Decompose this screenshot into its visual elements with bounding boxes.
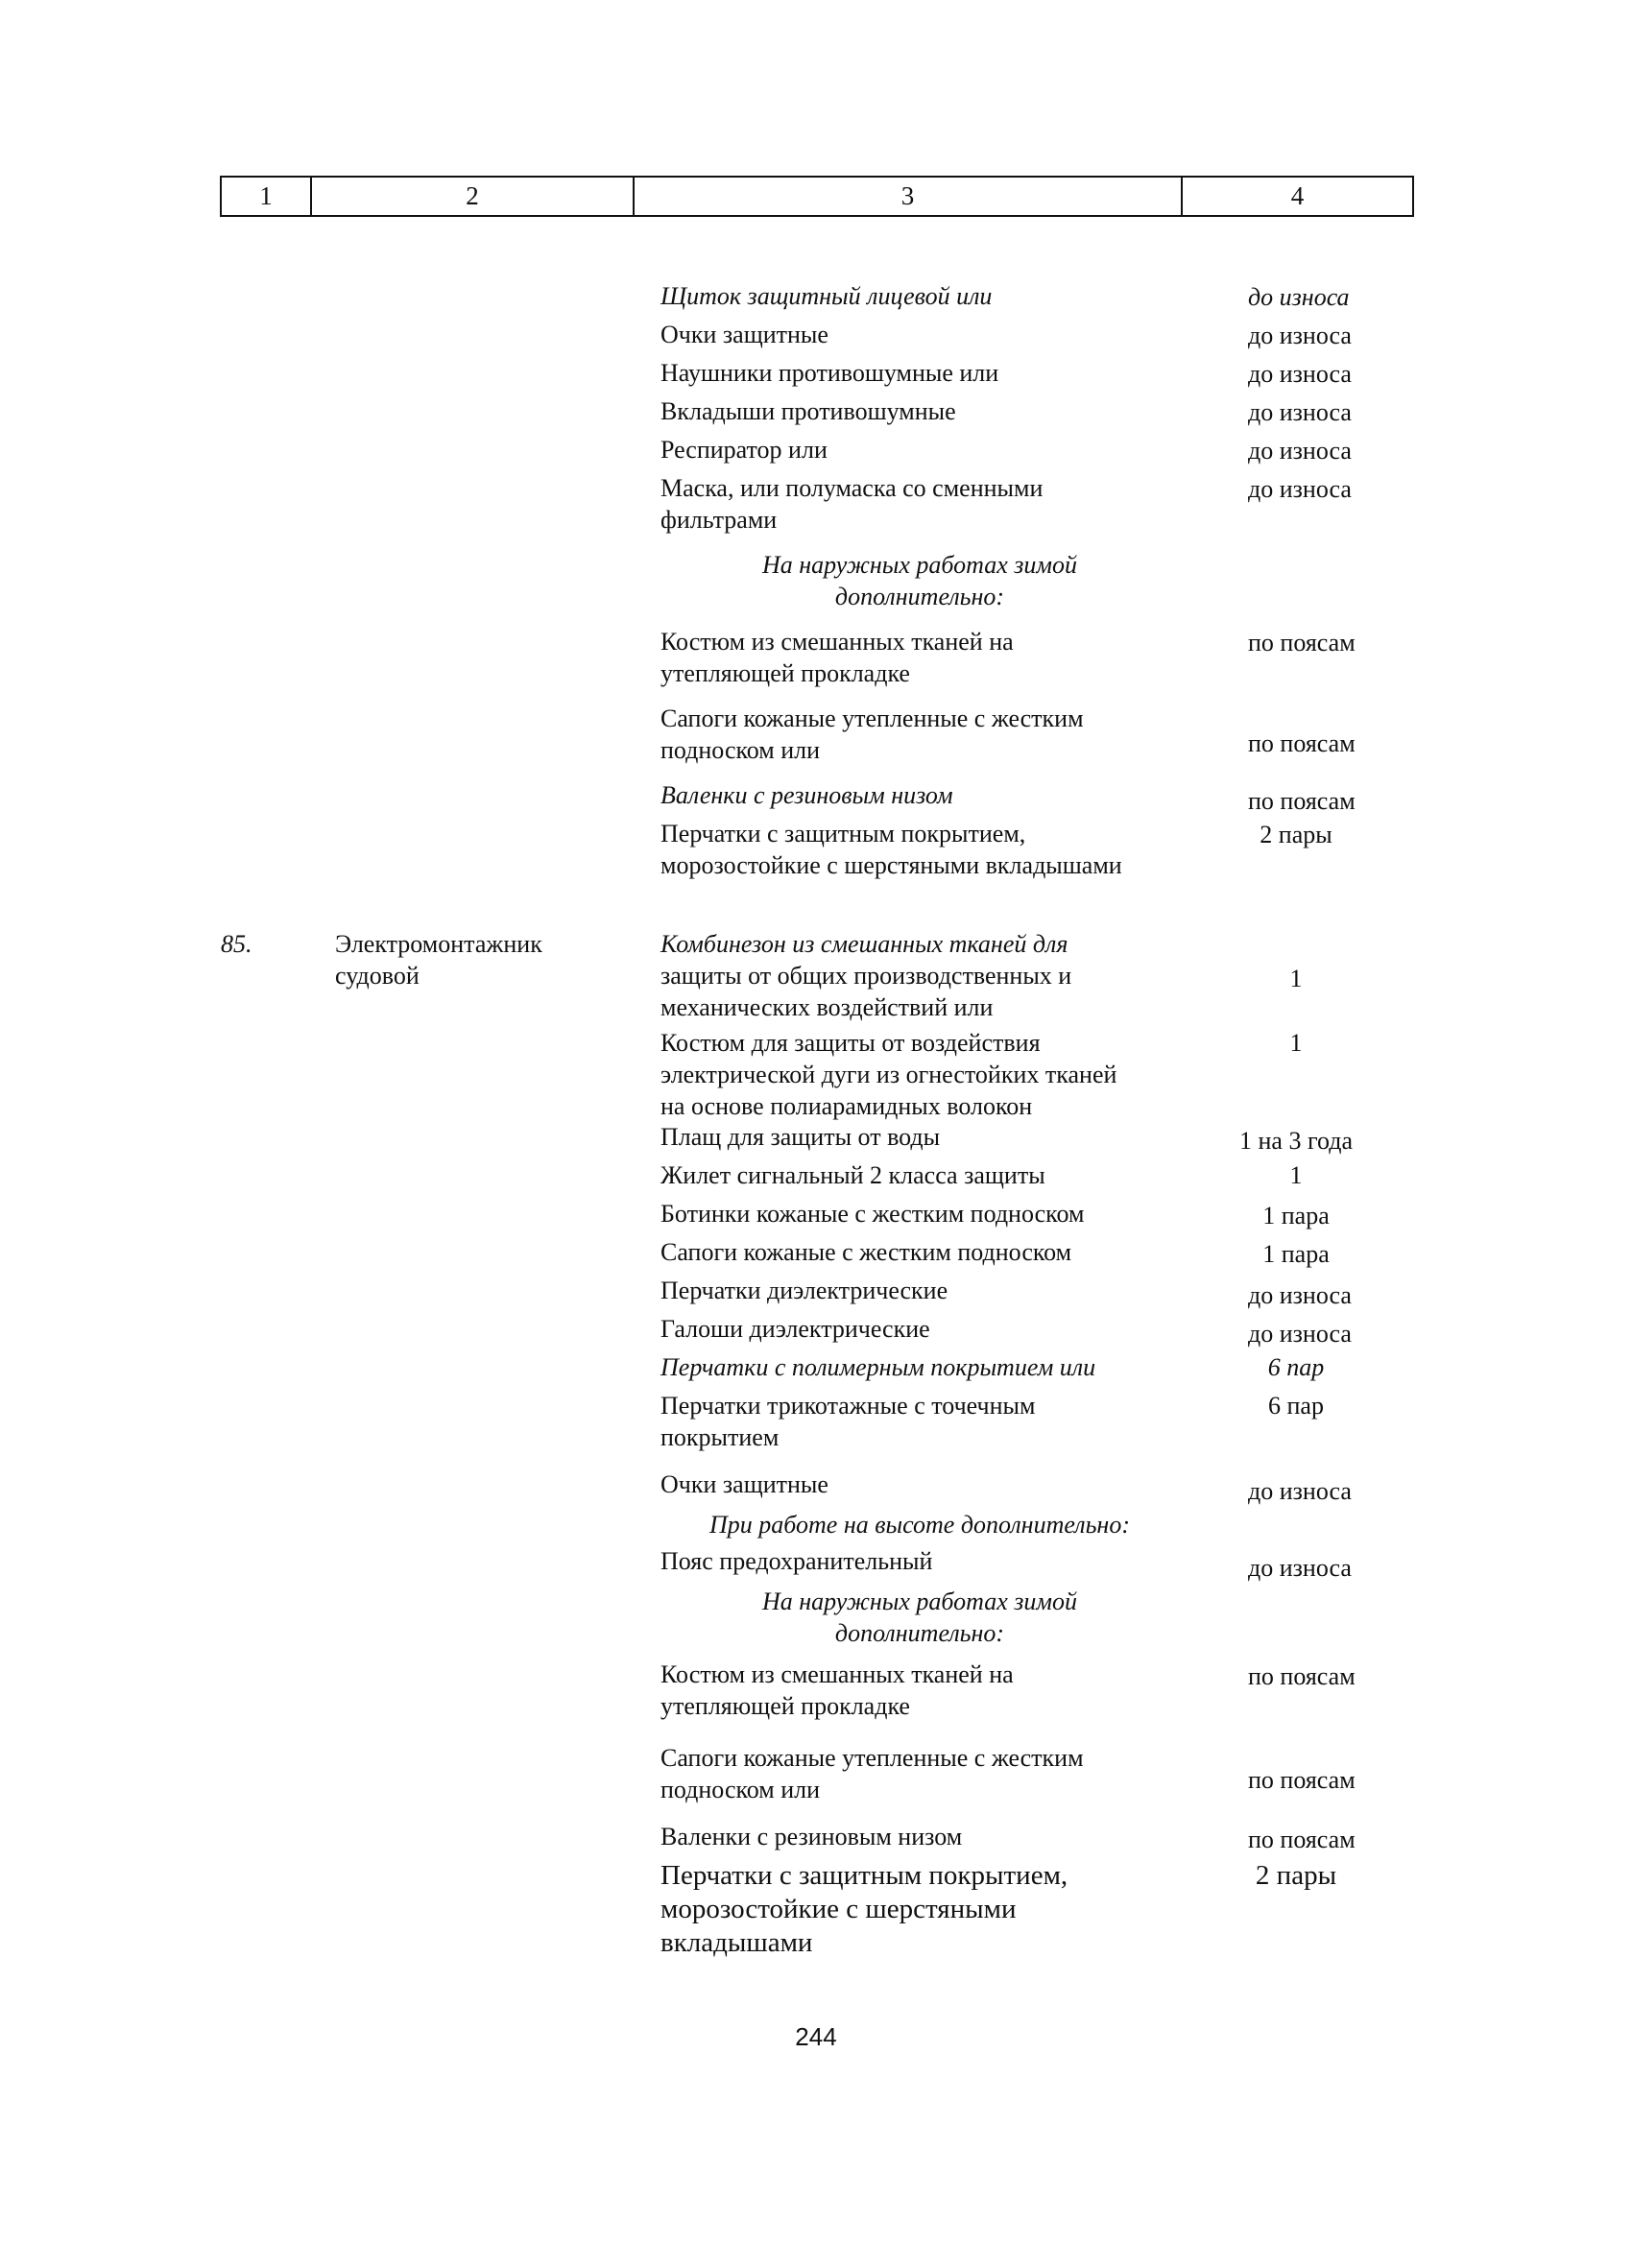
header-col-3: 3 (635, 178, 1183, 215)
item-name: Жилет сигнальный 2 класса защиты (660, 1161, 1045, 1189)
item-norm: 1 (1289, 1161, 1303, 1189)
item-name-cont: механических воздействий или (660, 993, 994, 1021)
item-name: Маска, или полумаска со сменными (660, 474, 1044, 502)
item-name: Очки защитные (660, 321, 828, 348)
item-name: Наушники противошумные или (660, 359, 999, 387)
item-norm: 1 (1289, 965, 1303, 992)
item-name: Сапоги кожаные с жестким подноском (660, 1238, 1072, 1266)
item-name-cont: подноском или (660, 736, 821, 764)
item-name: Пояс предохранительный (660, 1547, 933, 1575)
item-name: Респиратор или (660, 436, 828, 464)
header-col-1: 1 (222, 178, 312, 215)
item-name-cont: покрытием (660, 1423, 780, 1451)
item-norm: до износа (1248, 1554, 1352, 1582)
item-name-cont: морозостойкие с шерстяными (660, 1894, 1017, 1924)
item-name: Костюм для защиты от воздействия (660, 1029, 1041, 1057)
item-norm: до износа (1248, 322, 1352, 349)
item-norm: до износа (1248, 1477, 1352, 1505)
profession-name: Электромонтажник (335, 930, 542, 958)
item-norm: 1 пара (1262, 1202, 1330, 1229)
item-name: Очки защитные (660, 1470, 828, 1498)
item-name: Сапоги кожаные утепленные с жестким (660, 704, 1084, 732)
item-name: Валенки с резиновым низом (660, 1823, 963, 1850)
item-name: Перчатки с защитным покрытием, (660, 1860, 1068, 1891)
item-name: Комбинезон из смешанных тканей для (660, 930, 1068, 958)
table-header-row (220, 176, 1414, 217)
item-name: Щиток защитный лицевой или (660, 282, 993, 310)
section-title: На наружных работах зимой (761, 551, 1078, 579)
item-norm: по поясам (1248, 729, 1356, 757)
item-norm: 1 на 3 года (1239, 1127, 1353, 1155)
section-title: При работе на высоте дополнительно: (709, 1511, 1130, 1539)
section-title-cont: дополнительно: (834, 1619, 1005, 1647)
item-name-cont: утепляющей прокладке (660, 659, 910, 687)
item-norm: по поясам (1248, 629, 1356, 657)
item-norm: по поясам (1248, 1662, 1356, 1690)
page-number: 244 (795, 2022, 837, 2051)
item-name: Перчатки с защитным покрытием, (660, 820, 1026, 848)
item-norm: 2 пары (1260, 821, 1332, 848)
item-name: Вкладыши противошумные (660, 397, 956, 425)
item-norm: по поясам (1248, 1826, 1356, 1853)
header-col-2: 2 (312, 178, 635, 215)
item-name: Плащ для защиты от воды (660, 1123, 941, 1151)
item-norm: до износа (1248, 360, 1352, 388)
item-name: Ботинки кожаные с жестким подноском (660, 1200, 1085, 1228)
item-name: Галоши диэлектрические (660, 1315, 930, 1343)
item-norm: до износа (1248, 283, 1350, 311)
item-norm: до износа (1248, 475, 1352, 503)
item-norm: по поясам (1248, 1766, 1356, 1794)
section-title: На наружных работах зимой (761, 1588, 1078, 1615)
item-name-cont: подноском или (660, 1776, 821, 1803)
item-norm: 1 пара (1262, 1240, 1330, 1268)
item-norm: 6 пар (1267, 1353, 1325, 1381)
item-name-cont: морозостойкие с шерстяными вкладышами (660, 851, 1122, 879)
item-norm: до износа (1248, 437, 1352, 465)
profession-name-cont: судовой (335, 962, 420, 990)
item-norm: до износа (1248, 1281, 1352, 1309)
item-name-cont: электрической дуги из огнестойких тканей (660, 1061, 1117, 1088)
item-name: Костюм из смешанных тканей на (660, 1660, 1014, 1688)
item-norm: по поясам (1248, 787, 1356, 815)
item-norm: 6 пар (1268, 1392, 1324, 1420)
item-name: Перчатки трикотажные с точечным (660, 1392, 1036, 1420)
item-name: Перчатки с полимерным покрытием или (660, 1353, 1096, 1381)
item-norm: 1 (1289, 1029, 1303, 1057)
item-name: Перчатки диэлектрические (660, 1277, 948, 1304)
item-name-cont: фильтрами (660, 506, 778, 534)
item-norm: до износа (1248, 1320, 1352, 1348)
section-title-cont: дополнительно: (834, 583, 1005, 610)
item-name-cont: утепляющей прокладке (660, 1692, 910, 1720)
item-name-cont: вкладышами (660, 1927, 813, 1958)
item-norm: до износа (1248, 398, 1352, 426)
row-number: 85. (221, 930, 252, 958)
item-name: Сапоги кожаные утепленные с жестким (660, 1744, 1084, 1772)
item-norm: 2 пары (1255, 1860, 1337, 1891)
header-col-4: 4 (1290, 181, 1305, 210)
item-name: Валенки с резиновым низом (660, 781, 953, 809)
item-name: Костюм из смешанных тканей на (660, 628, 1014, 656)
item-name-cont: защиты от общих производственных и (660, 962, 1072, 990)
item-name-cont: на основе полиарамидных волокон (660, 1092, 1033, 1120)
